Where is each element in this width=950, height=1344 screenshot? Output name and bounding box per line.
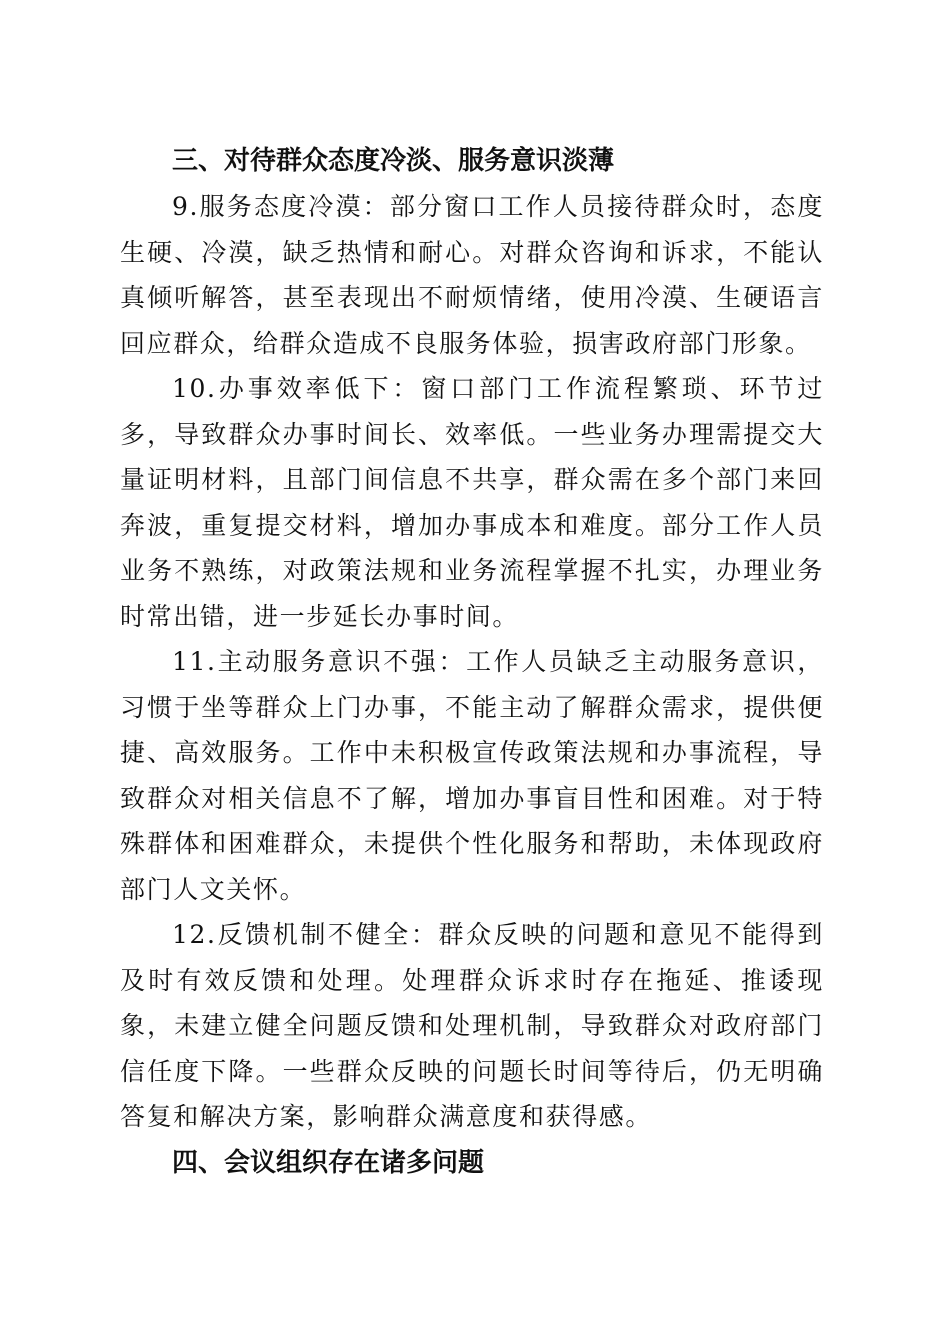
paragraph-item-9: 9.服务态度冷漠：部分窗口工作人员接待群众时，态度生硬、冷漠，缺乏热情和耐心。对群众咨询和诉求，不能认真倾听解答，甚至表现出不耐烦情绪，使用冷漠、生硬语言回应群众，给群众造成不良服务体验，损害政府部门形象。 — [120, 192, 824, 358]
section-heading-4: 四、会议组织存在诸多问题 — [172, 1147, 485, 1178]
paragraph-item-10: 10.办事效率低下：窗口部门工作流程繁琐、环节过多，导致群众办事时间长、效率低。一些业务办理需提交大量证明材料，且部门间信息不共享，群众需在多个部门来回奔波，重复提交材料，增加办事成本和难度。部分工作人员业务不熟练，对政策法规和业务流程掌握不扎实，办理业务时常出错，进一步延长办事时间。 — [120, 374, 824, 631]
paragraph-item-11: 11.主动服务意识不强：工作人员缺乏主动服务意识，习惯于坐等群众上门办事，不能主动了解群众需求，提供便捷、高效服务。工作中未积极宣传政策法规和办事流程，导致群众对相关信息不了解，增加办事盲目性和困难。对于特殊群体和困难群众，未提供个性化服务和帮助，未体现政府部门人文关怀。 — [120, 647, 824, 904]
document-body — [120, 138, 824, 1186]
paragraph-item-12: 12.反馈机制不健全：群众反映的问题和意见不能得到及时有效反馈和处理。处理群众诉求时存在拖延、推诿现象，未建立健全问题反馈和处理机制，导致群众对政府部门信任度下降。一些群众反映的问题长时间等待后，仍无明确答复和解决方案，影响群众满意度和获得感。 — [120, 920, 824, 1131]
section-heading-3: 三、对待群众态度冷淡、服务意识淡薄 — [172, 146, 615, 176]
